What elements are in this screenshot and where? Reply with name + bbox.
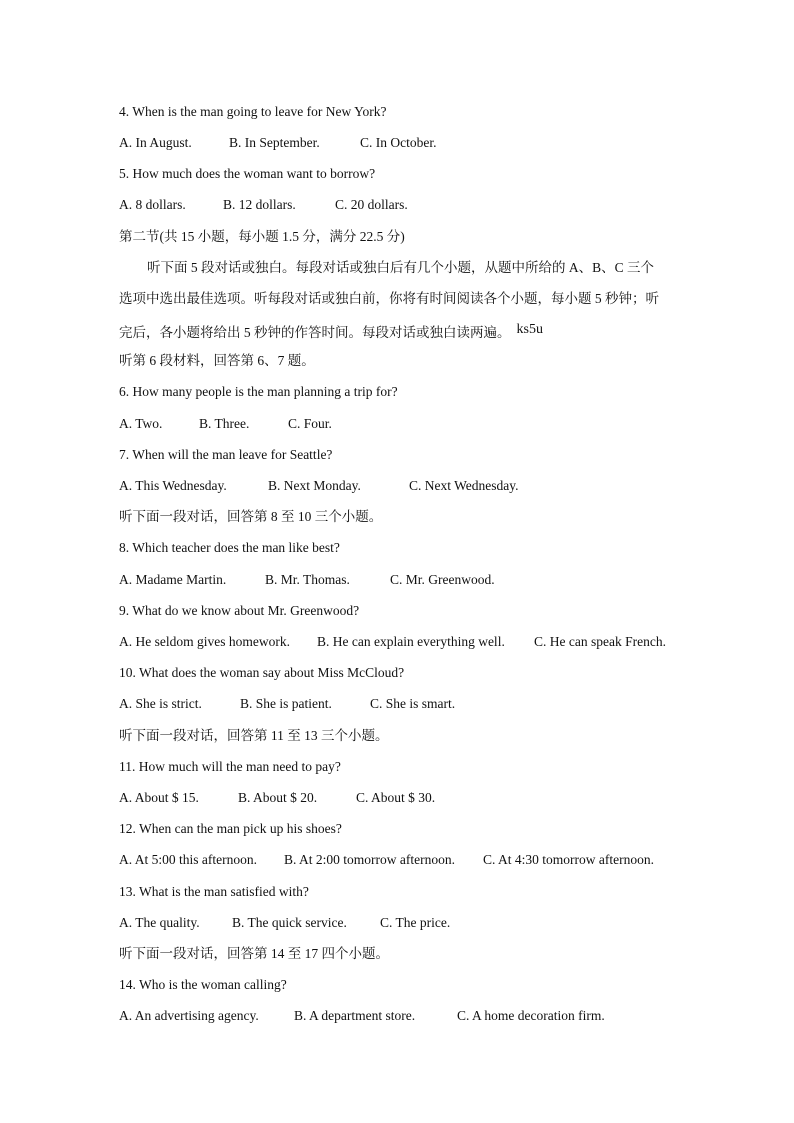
option-a: A. This Wednesday. xyxy=(119,478,227,493)
option-b: B. 12 dollars. xyxy=(223,197,296,212)
option-c: C. Next Wednesday. xyxy=(409,478,519,493)
option-b: B. Three. xyxy=(199,416,250,431)
question-6: 6. How many people is the man planning a trip for? xyxy=(119,384,398,399)
question-5: 5. How much does the woman want to borrow? xyxy=(119,166,376,181)
option-b: B. A department store. xyxy=(294,1008,416,1023)
instruction-11-13: 听下面一段对话，回答第 11 至 13 三个小题。 xyxy=(119,728,389,743)
question-12: 12. When can the man pick up his shoes? xyxy=(119,821,342,836)
option-b: B. He can explain everything well. xyxy=(317,634,505,649)
question-10: 10. What does the woman say about Miss McCloud? xyxy=(119,665,405,680)
question-14: 14. Who is the woman calling? xyxy=(119,977,287,992)
option-b: B. At 2:00 tomorrow afternoon. xyxy=(284,852,455,867)
option-a: A. An advertising agency. xyxy=(119,1008,259,1023)
option-c: C. A home decoration firm. xyxy=(457,1008,605,1023)
question-8: 8. Which teacher does the man like best? xyxy=(119,540,340,555)
question-13: 13. What is the man satisfied with? xyxy=(119,884,309,899)
question-11: 11. How much will the man need to pay? xyxy=(119,759,341,774)
option-c: C. About $ 30. xyxy=(356,790,436,805)
option-c: C. She is smart. xyxy=(370,696,456,711)
section-instructions xyxy=(119,252,679,348)
option-a: A. She is strict. xyxy=(119,696,202,711)
option-b: B. She is patient. xyxy=(240,696,332,711)
instruction-8-10: 听下面一段对话，回答第 8 至 10 三个小题。 xyxy=(119,509,383,524)
option-c: C. He can speak French. xyxy=(534,634,666,649)
instruction-14-17: 听下面一段对话，回答第 14 至 17 四个小题。 xyxy=(119,946,389,961)
option-a: A. 8 dollars. xyxy=(119,197,186,212)
option-c: C. In October. xyxy=(360,135,437,150)
option-c: C. At 4:30 tomorrow afternoon. xyxy=(483,852,654,867)
instruction-6-7: 听第 6 段材料，回答第 6、7 题。 xyxy=(119,353,315,368)
watermark-mark: ks5u xyxy=(516,322,543,337)
option-c: C. The price. xyxy=(380,915,451,930)
option-a: A. About $ 15. xyxy=(119,790,199,805)
instruction-line-1: 听下面 5 段对话或独白。每段对话或独白后有几个小题，从题中所给的 A、B、C 三个 xyxy=(147,260,655,275)
option-b: B. About $ 20. xyxy=(238,790,318,805)
option-a: A. Madame Martin. xyxy=(119,572,227,587)
option-b: B. The quick service. xyxy=(232,915,347,930)
question-4: 4. When is the man going to leave for New York? xyxy=(119,104,387,119)
section-title: 第二节(共 15 小题，每小题 1.5 分，满分 22.5 分) xyxy=(119,229,405,244)
option-c: C. Four. xyxy=(288,416,332,431)
option-a: A. The quality. xyxy=(119,915,200,930)
option-c: C. 20 dollars. xyxy=(335,197,408,212)
option-a: A. At 5:00 this afternoon. xyxy=(119,852,257,867)
option-b: B. Next Monday. xyxy=(268,478,361,493)
option-b: B. In September. xyxy=(229,135,320,150)
question-9: 9. What do we know about Mr. Greenwood? xyxy=(119,603,360,618)
option-a: A. Two. xyxy=(119,416,163,431)
option-c: C. Mr. Greenwood. xyxy=(390,572,495,587)
option-a: A. In August. xyxy=(119,135,192,150)
instruction-line-2: 选项中选出最佳选项。听每段对话或独白前，你将有时间阅读各个小题，每小题 5 秒钟；听 xyxy=(119,291,659,306)
option-a: A. He seldom gives homework. xyxy=(119,634,290,649)
instruction-line-3: 完后，各小题将给出 5 秒钟的作答时间。每段对话或独白读两遍。 xyxy=(119,325,511,340)
question-7: 7. When will the man leave for Seattle? xyxy=(119,447,333,462)
option-b: B. Mr. Thomas. xyxy=(265,572,350,587)
